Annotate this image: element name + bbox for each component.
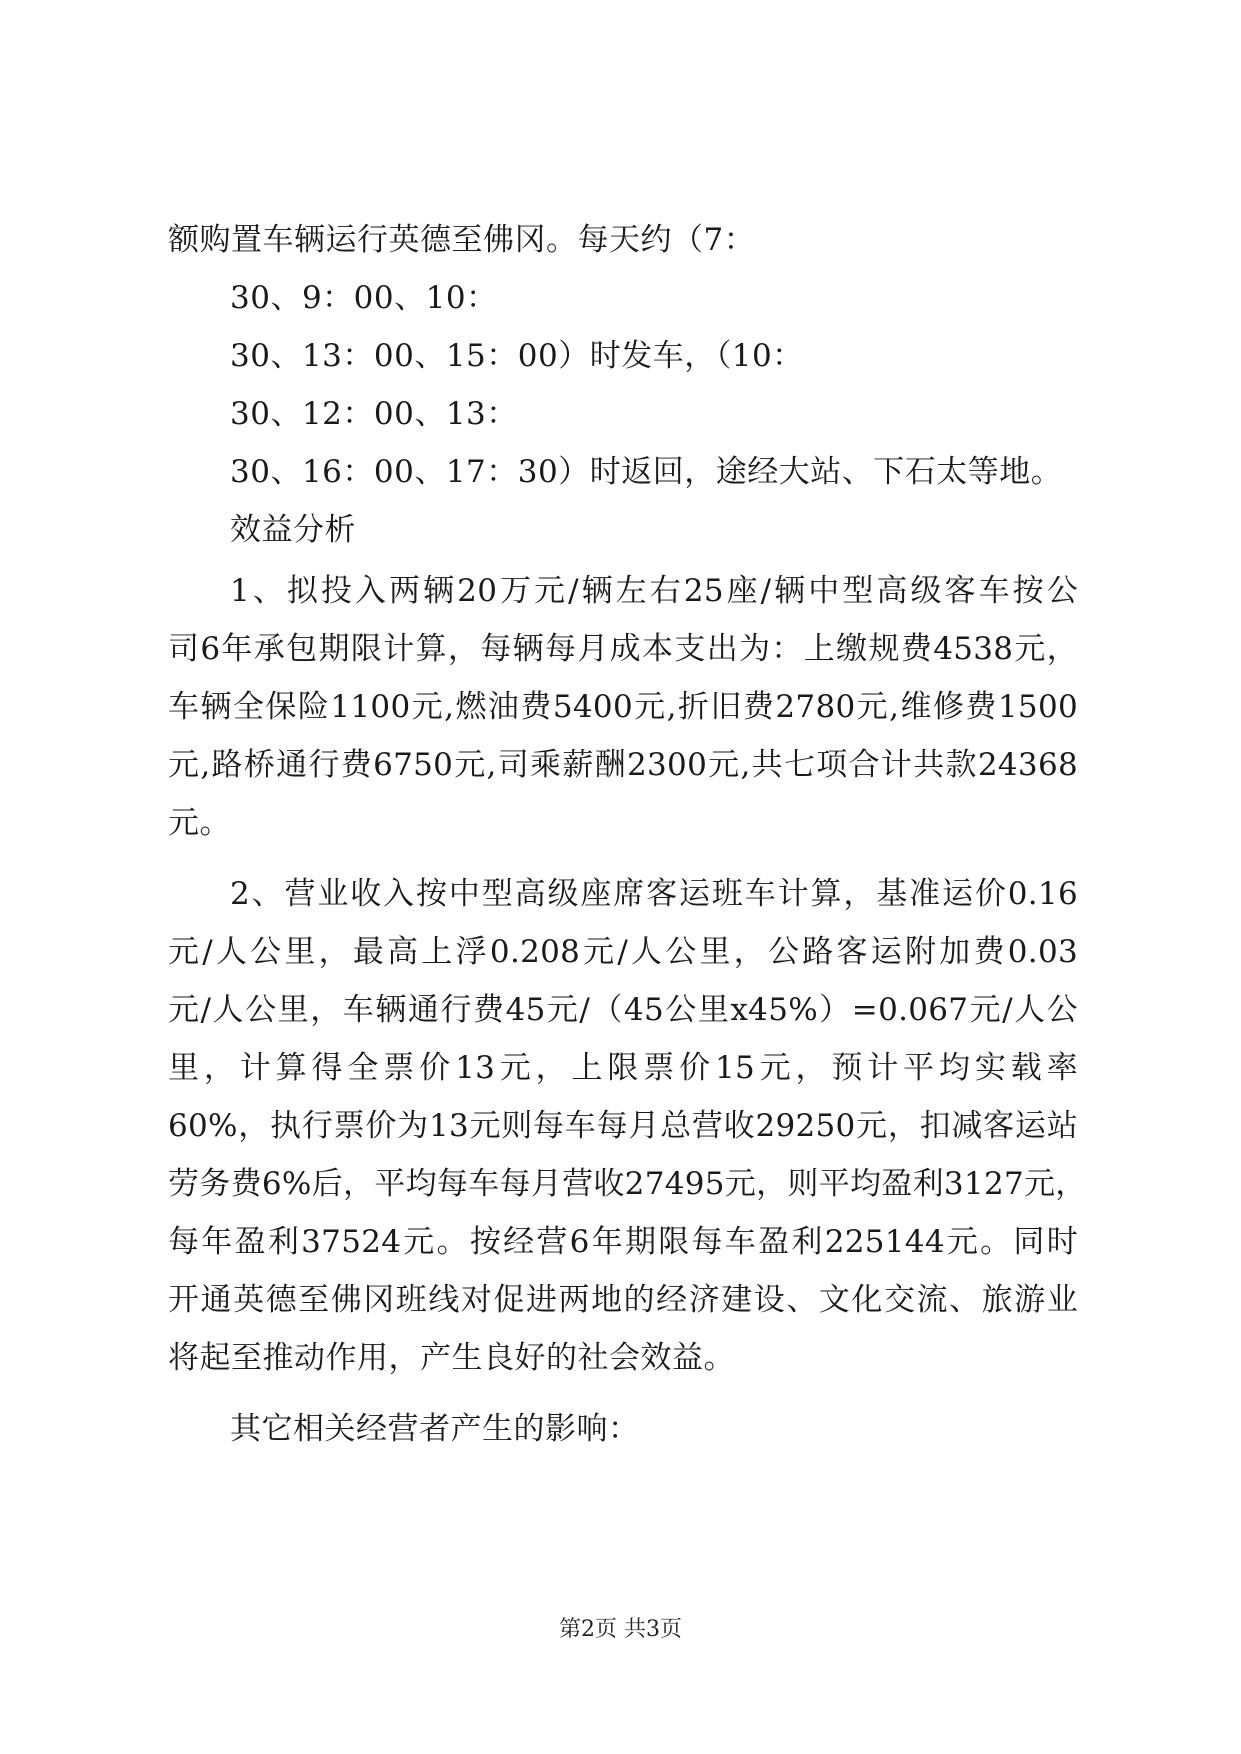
text-line: 30、13：00、15：00）时发车，（10： [230, 338, 804, 374]
paragraph-line: 车辆全保险1100元,燃油费5400元,折旧费2780元,维修费1500 [168, 689, 1078, 725]
text-line: 30、12：00、13： [230, 396, 518, 432]
paragraph-line: 元。 [168, 805, 231, 841]
paragraph-line: 1、拟投入两辆20万元/辆左右25座/辆中型高级客车按公 [230, 573, 1078, 609]
paragraph-line: 开通英德至佛冈班线对促进两地的经济建设、文化交流、旅游业 [168, 1282, 1078, 1318]
paragraph-line: 劳务费6%后，平均每车每月营收27495元，则平均盈利3127元， [168, 1166, 1087, 1202]
paragraph-line: 元/人公里，车辆通行费45元/（45公里x45%）=0.067元/人公 [168, 992, 1078, 1028]
text-line: 30、16：00、17：30）时返回，途经大站、下石太等地。 [230, 454, 1063, 490]
paragraph-line: 60%，执行票价为13元则每车每月总营收29250元，扣减客运站 [168, 1108, 1078, 1144]
page-footer: 第2页 共3页 [559, 1617, 682, 1642]
section-heading: 效益分析 [230, 512, 356, 548]
paragraph-line: 司6年承包期限计算，每辆每月成本支出为：上缴规费4538元， [168, 631, 1078, 667]
paragraph-line: 其它相关经营者产生的影响： [230, 1411, 640, 1447]
paragraph-line: 将起至推动作用，产生良好的社会效益。 [168, 1340, 735, 1376]
paragraph-line: 里，计算得全票价13元，上限票价15元，预计平均实载率 [168, 1050, 1078, 1086]
paragraph-line: 每年盈利37524元。按经营6年期限每车盈利225144元。同时 [168, 1224, 1078, 1260]
paragraph-line: 2、营业收入按中型高级座席客运班车计算，基准运价0.16 [230, 876, 1078, 912]
paragraph-line: 元/人公里，最高上浮0.208元/人公里，公路客运附加费0.03 [168, 934, 1078, 970]
paragraph-line: 元,路桥通行费6750元,司乘薪酬2300元,共七项合计共款24368 [168, 747, 1078, 783]
text-line: 30、9：00、10： [230, 280, 498, 316]
text-line: 额购置车辆运行英德至佛冈。每天约（7： [168, 222, 756, 258]
